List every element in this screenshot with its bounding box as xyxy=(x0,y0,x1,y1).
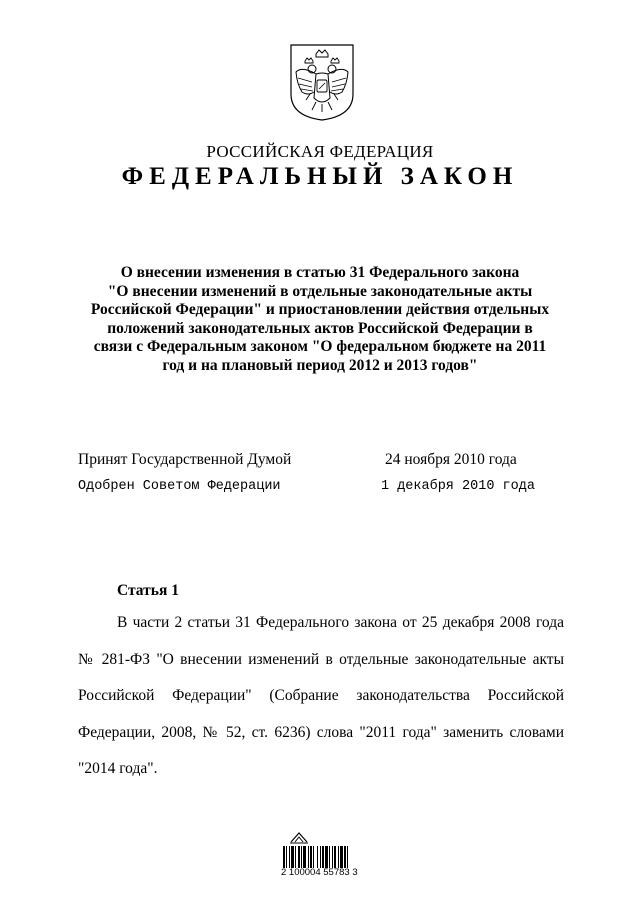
print-mark-icon xyxy=(289,830,309,844)
barcode-bar xyxy=(340,846,343,868)
barcode-bar xyxy=(338,846,339,868)
barcode-bar xyxy=(308,846,309,868)
article-text: В части 2 статьи 31 Федерального закона от 25 декабря 2008 года № 281-ФЗ "О внесении изменений в отдельные законодательные акты Российской Федерации" (Собрание законодательства Российской Федерации, 2008, № 52, ст. 6236) слова "2011 года" заменить словами "2014 года". xyxy=(78,614,564,777)
barcode-bar xyxy=(329,846,330,868)
barcode-bar xyxy=(298,846,300,868)
barcode-bar xyxy=(286,846,287,868)
law-title-line: связи с Федеральным законом "О федеральном бюджете на 2011 xyxy=(93,338,547,355)
barcode-bar xyxy=(283,846,285,868)
barcode-bar xyxy=(332,846,333,868)
coat-of-arms-icon-svg xyxy=(288,42,356,122)
duma-adoption-label: Принят Государственной Думой xyxy=(78,451,292,468)
barcode-bar xyxy=(291,846,294,868)
barcode-bar xyxy=(325,846,328,868)
barcode-bar xyxy=(289,846,290,868)
barcode-bar xyxy=(317,846,318,868)
barcode-number: 2 100004 55783 3 xyxy=(281,867,358,878)
country-name: РОССИЙСКАЯ ФЕДЕРАЦИЯ xyxy=(206,142,434,161)
coat-of-arms-icon xyxy=(288,42,356,122)
barcode-bar xyxy=(344,846,346,868)
barcode-bar xyxy=(295,846,296,868)
law-title-line: положений законодательных актов Российской Федерации в xyxy=(107,319,533,337)
law-title-line: "О внесении изменений в отдельные законодательные акты xyxy=(107,282,533,300)
barcode-bar xyxy=(310,846,312,868)
barcode-bar xyxy=(313,846,314,868)
barcode-bar xyxy=(334,846,336,868)
article-heading: Статья 1 xyxy=(117,582,179,599)
document-type: ФЕДЕРАЛЬНЫЙ ЗАКОН xyxy=(121,163,519,190)
barcode-bar xyxy=(320,846,321,868)
barcode-bar xyxy=(347,846,348,868)
law-title-line: О внесении изменения в статью 31 Федерального закона xyxy=(120,264,520,281)
barcode-bar xyxy=(322,846,324,868)
law-title xyxy=(78,264,562,375)
council-approval-label: Одобрен Советом Федерации xyxy=(78,479,281,494)
duma-adoption-date: 24 ноября 2010 года xyxy=(385,451,517,468)
barcode-bar xyxy=(301,846,302,868)
barcode-bar xyxy=(303,846,306,868)
council-approval-date: 1 декабря 2010 года xyxy=(381,479,535,494)
law-title-line: Российской Федерации" и приостановлении действия отдельных xyxy=(90,301,550,318)
law-title-line: год и на плановый период 2012 и 2013 годов" xyxy=(162,356,478,374)
